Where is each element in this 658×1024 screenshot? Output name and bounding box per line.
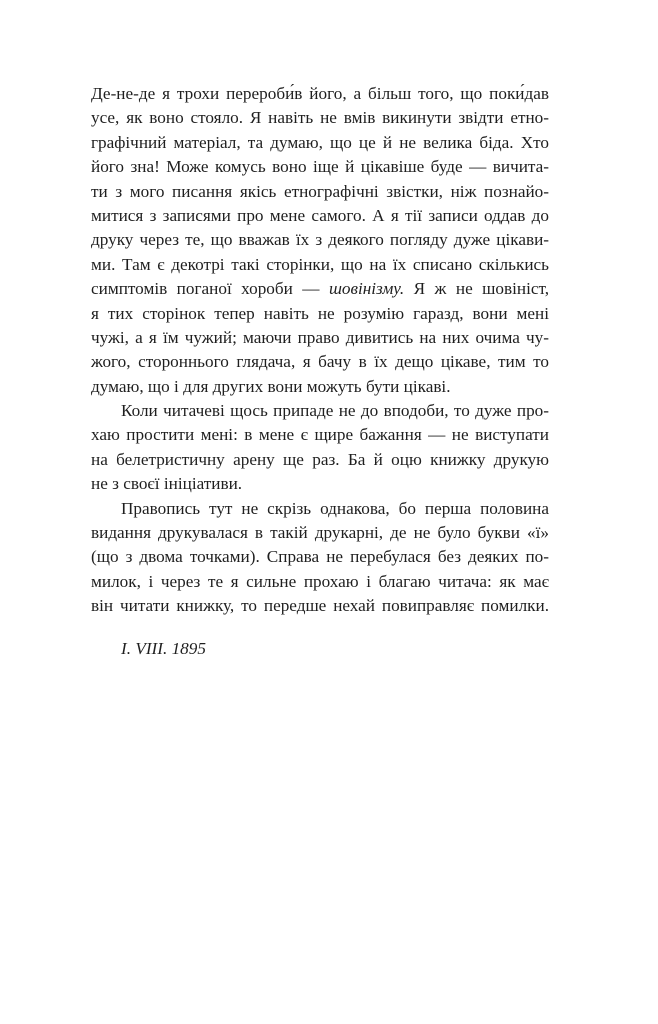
- text-line: ти з мого писання якісь етнографічні звістки, ніж познайо-: [91, 181, 549, 201]
- italic-term: шовінізму.: [328, 279, 405, 299]
- text-line: на белетристичну арену ще раз. Ба й оцю книжку друкую: [91, 449, 549, 469]
- text-line: друку через те, що вважав їх з деякого погляду дуже цікави-: [91, 230, 549, 250]
- text-run: Я ж не шовініст,: [404, 279, 549, 299]
- text-line: Де-не-де я трохи перероби́в його, а більш того, що поки́дав: [91, 84, 549, 103]
- date-signature: I. VIII. 1895: [121, 639, 206, 658]
- text-line: не з своєї ініціативи.: [91, 474, 243, 494]
- text-line: ми. Там є декотрі такі сторінки, що на їх списано скількись: [91, 254, 549, 274]
- text-line: думаю, що і для других вони можуть бути цікаві.: [91, 376, 451, 396]
- body-text: [91, 82, 549, 619]
- text-line: графічний матеріал, та думаю, що це й не велика біда. Хто: [91, 132, 549, 152]
- text-line: Коли читачеві щось припаде не до вподоби, то дуже про-: [121, 401, 549, 421]
- text-line: жого, стороннього глядача, я бачу в їх дещо цікаве, тим то: [91, 352, 549, 372]
- text-line: митися з записями про мене самого. А я тії записи оддав до: [91, 205, 549, 225]
- text-line: хаю простити мені: в мене є щире бажання — не виступати: [91, 425, 549, 445]
- text-line: я тих сторінок тепер навіть не розумію гаразд, вони мені: [91, 303, 549, 323]
- text-line: усе, як воно стояло. Я навіть не вмів викинути звідти етно-: [91, 108, 549, 128]
- text-line: (що з двома точками). Справа не перебулася без деяких по-: [91, 547, 549, 567]
- text-line: його зна! Може комусь воно іще й цікавіше буде — вичита-: [91, 157, 549, 177]
- text-line: видання друкувалася в такій друкарні, де не було букви «ї»: [91, 523, 549, 543]
- text-line: він читати книжку, то передше нехай повиправляє помилки.: [91, 596, 549, 616]
- text-line: милок, і через те я сильне прохаю і благаю читача: як має: [91, 571, 549, 591]
- text-line: [91, 277, 549, 301]
- text-line: чужі, а я їм чужий; маючи право дивитись на них очима чу-: [91, 327, 549, 347]
- text-run: симптомів поганої хороби —: [91, 279, 329, 299]
- text-line: Правопись тут не скрізь однакова, бо перша половина: [121, 498, 549, 518]
